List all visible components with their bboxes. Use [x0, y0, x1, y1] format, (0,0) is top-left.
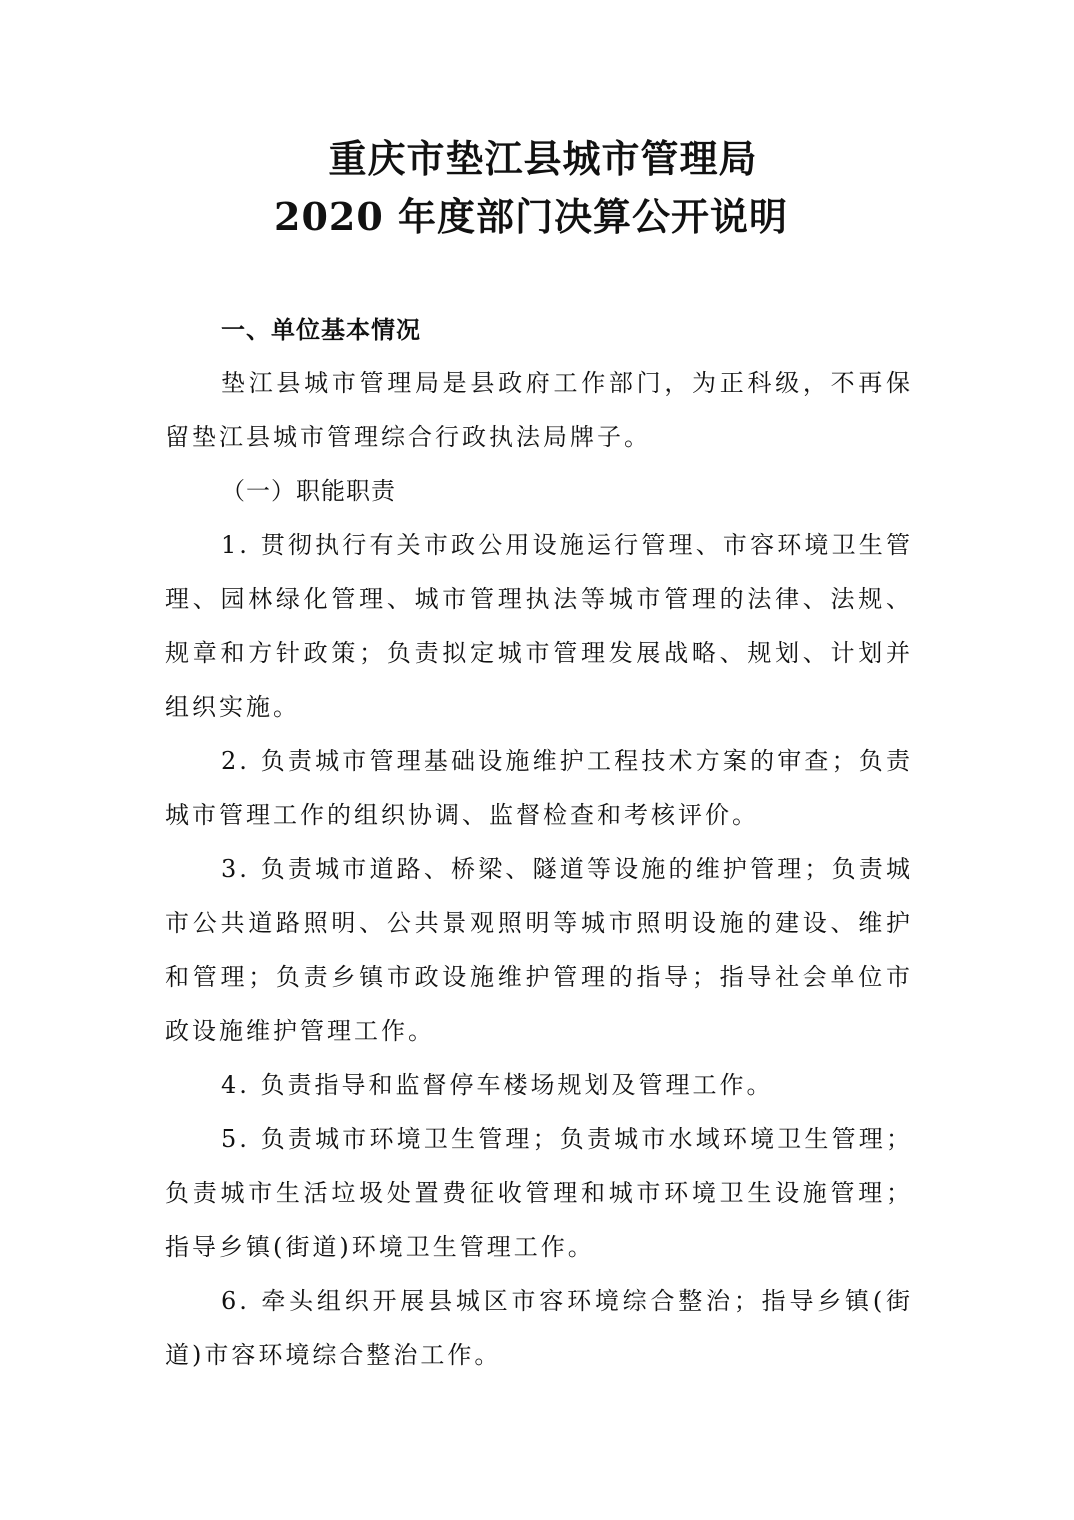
- section-heading: 一、单位基本情况: [221, 316, 421, 344]
- duty-item-3: 3. 负责城市道路、桥梁、隧道等设施的维护管理；负责城市公共道路照明、公共景观照明等城市照明设施的建设、维护和管理；负责乡镇市政设施维护管理的指导；指导社会单位市政设施维护管理工作。: [165, 855, 913, 1045]
- document-body: [165, 304, 913, 1382]
- duty-item-6: 6. 牵头组织开展县城区市容环境综合整治；指导乡镇(街道)市容环境综合整治工作。: [165, 1287, 913, 1369]
- duty-item-4: 4. 负责指导和监督停车楼场规划及管理工作。: [221, 1071, 774, 1099]
- document-title: [0, 130, 1074, 246]
- title-line-1: 重庆市垫江县城市管理局: [328, 136, 758, 181]
- subsection-heading: （一）职能职责: [221, 477, 396, 505]
- duty-item-1: 1. 贯彻执行有关市政公用设施运行管理、市容环境卫生管理、园林绿化管理、城市管理执法等城市管理的法律、法规、规章和方针政策；负责拟定城市管理发展战略、规划、计划并组织实施。: [165, 531, 913, 721]
- duty-item-2: 2. 负责城市管理基础设施维护工程技术方案的审查；负责城市管理工作的组织协调、监督检查和考核评价。: [165, 747, 913, 829]
- duty-item-5: 5. 负责城市环境卫生管理；负责城市水域环境卫生管理；负责城市生活垃圾处置费征收管理和城市环境卫生设施管理；指导乡镇(街道)环境卫生管理工作。: [165, 1125, 913, 1261]
- intro-paragraph: 垫江县城市管理局是县政府工作部门，为正科级，不再保留垫江县城市管理综合行政执法局牌子。: [165, 369, 913, 451]
- title-line-2: 2020 年度部门决算公开说明: [274, 194, 788, 239]
